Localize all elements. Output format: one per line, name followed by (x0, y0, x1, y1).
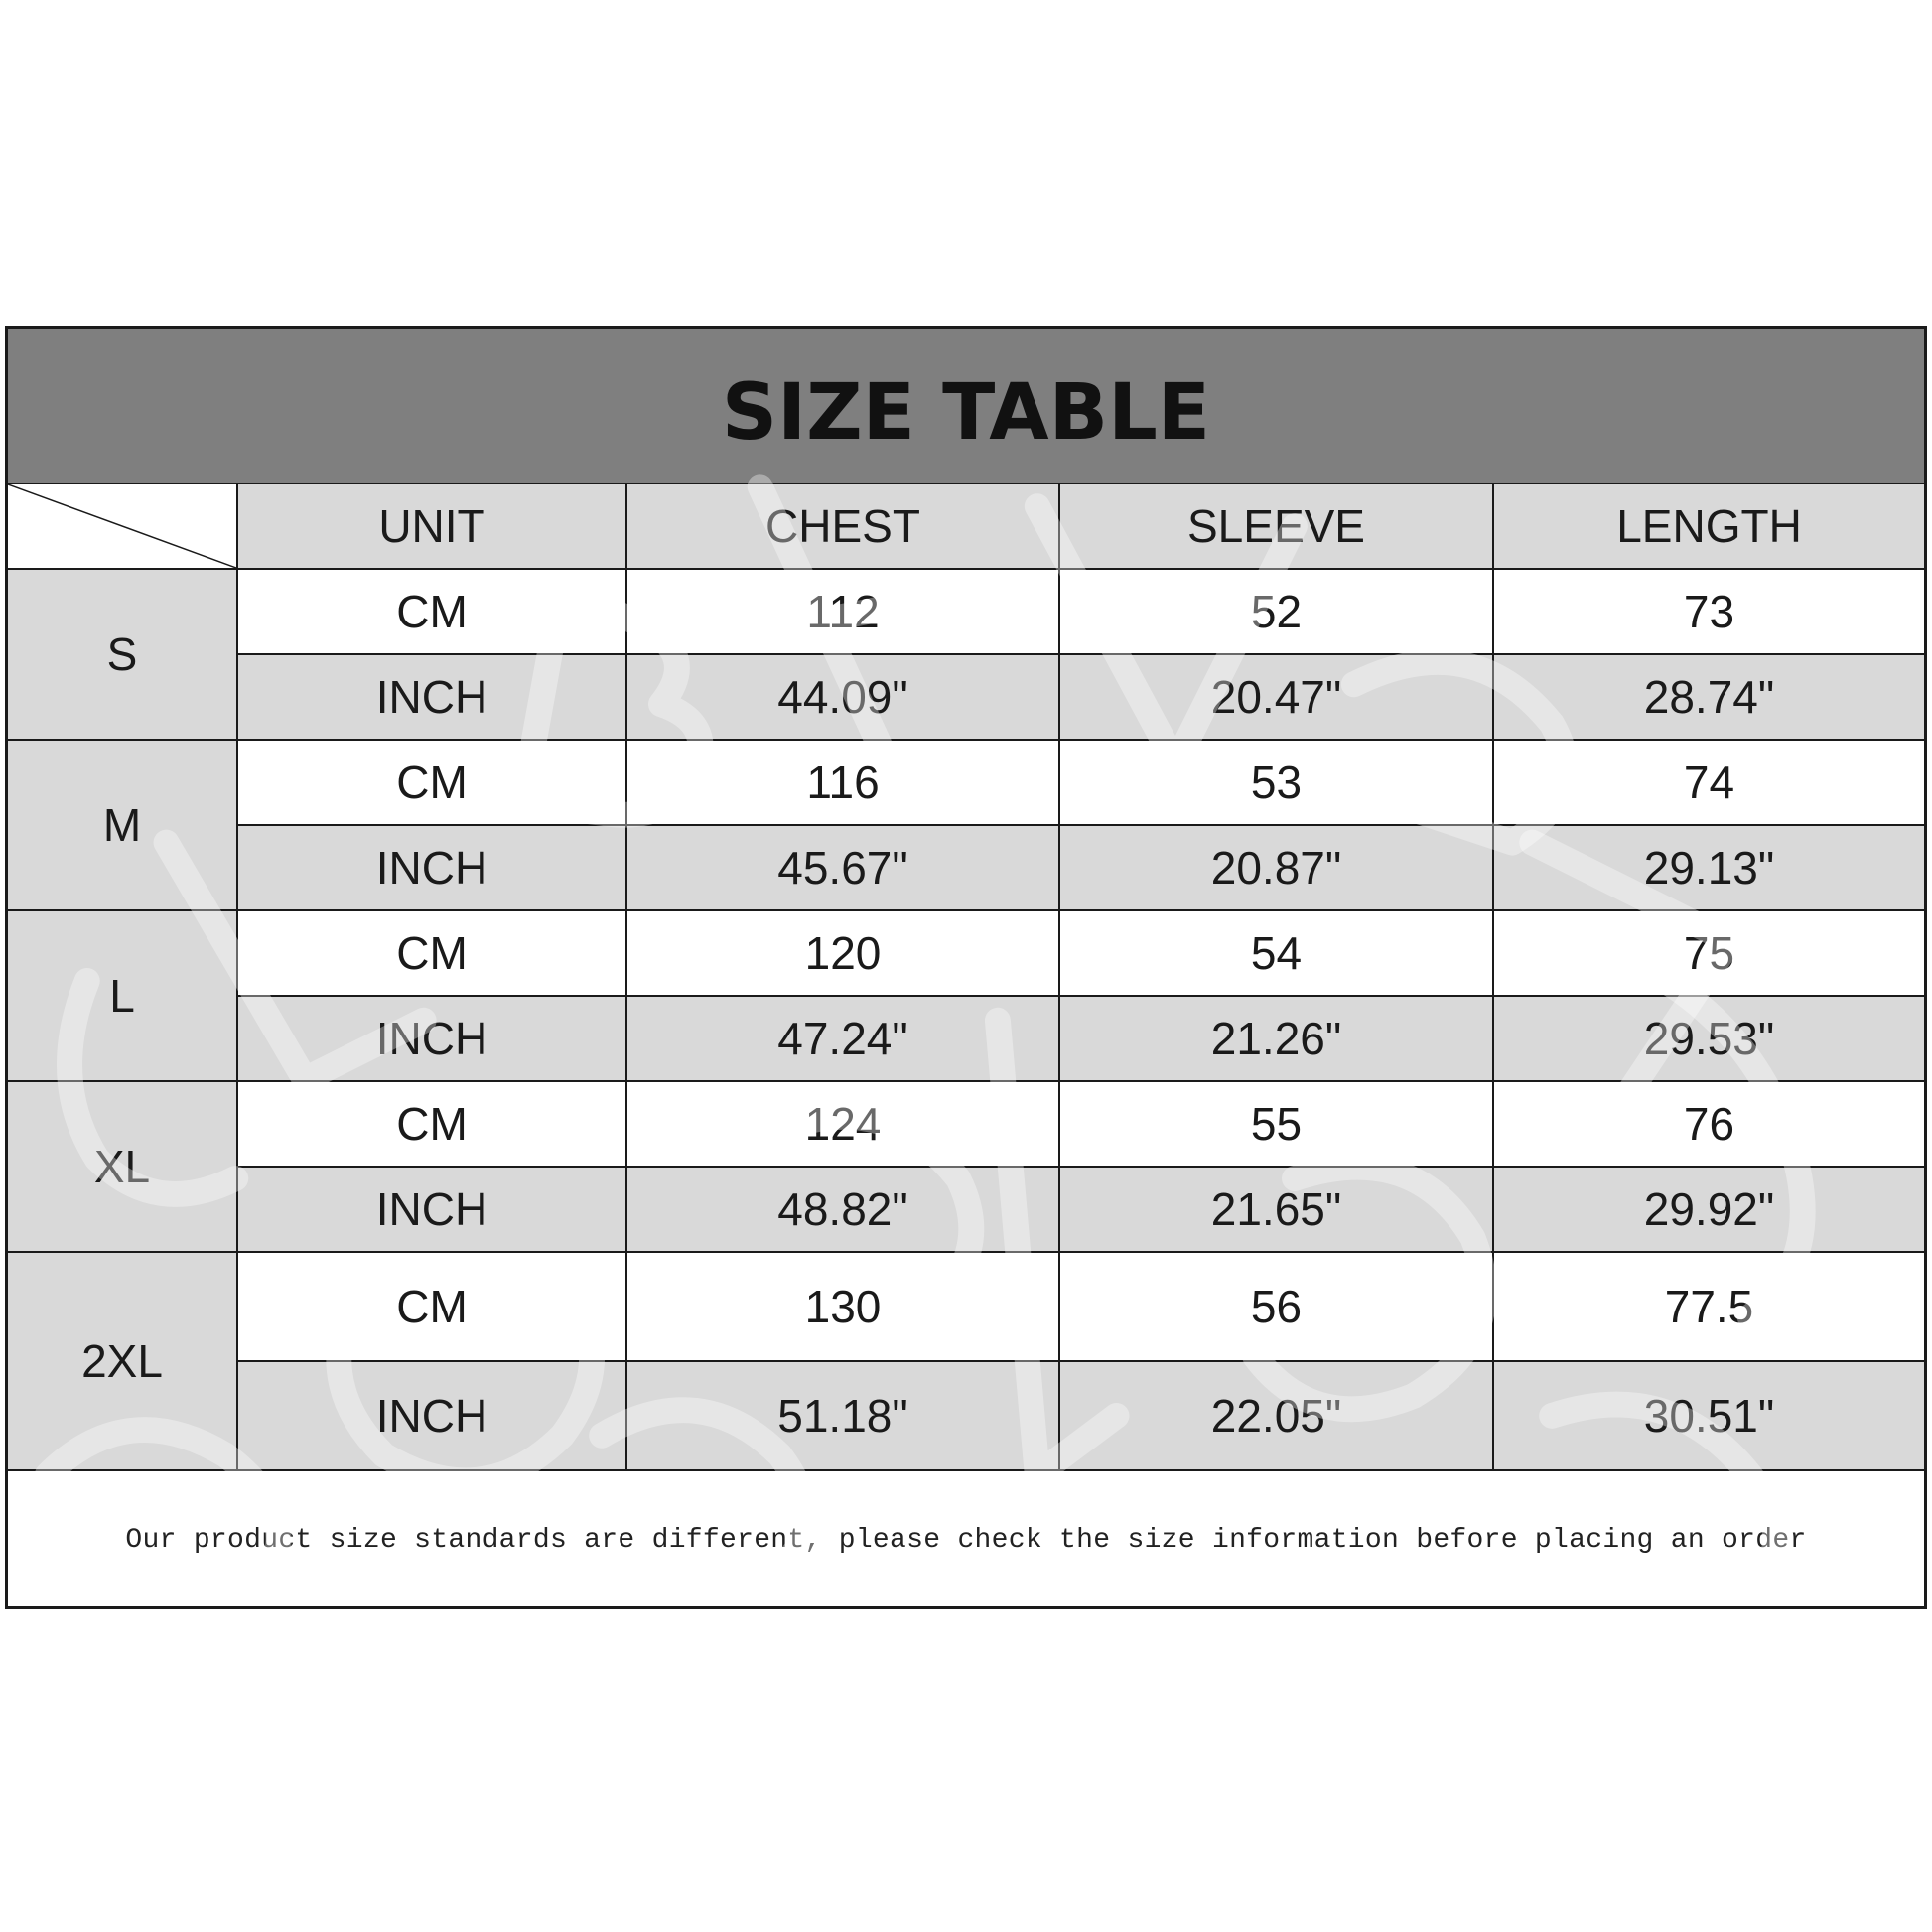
diagonal-divider (8, 484, 236, 568)
size-chart (5, 326, 1927, 1609)
corner-cell (8, 484, 237, 569)
size-label: XL (8, 1081, 237, 1252)
length-cell: 29.92" (1493, 1167, 1924, 1252)
header-length: LENGTH (1493, 484, 1924, 569)
unit-cell: INCH (237, 1361, 626, 1470)
chest-cell: 47.24" (626, 996, 1059, 1081)
length-cell: 74 (1493, 740, 1924, 825)
unit-cell: INCH (237, 654, 626, 740)
chest-cell: 112 (626, 569, 1059, 654)
table-row (8, 1252, 1924, 1361)
table-row (8, 825, 1924, 910)
chest-cell: 48.82" (626, 1167, 1059, 1252)
chest-cell: 51.18" (626, 1361, 1059, 1470)
chest-cell: 45.67" (626, 825, 1059, 910)
table-row (8, 996, 1924, 1081)
sleeve-cell: 21.26" (1059, 996, 1493, 1081)
table-row (8, 910, 1924, 996)
length-cell: 29.53" (1493, 996, 1924, 1081)
header-row (8, 484, 1924, 569)
chest-cell: 120 (626, 910, 1059, 996)
table-row (8, 1361, 1924, 1470)
length-cell: 77.5 (1493, 1252, 1924, 1361)
sleeve-cell: 20.87" (1059, 825, 1493, 910)
size-label: S (8, 569, 237, 740)
unit-cell: INCH (237, 996, 626, 1081)
sleeve-cell: 21.65" (1059, 1167, 1493, 1252)
header-chest: CHEST (626, 484, 1059, 569)
length-cell: 75 (1493, 910, 1924, 996)
size-label: M (8, 740, 237, 910)
table-row (8, 569, 1924, 654)
unit-cell: CM (237, 1081, 626, 1167)
length-cell: 76 (1493, 1081, 1924, 1167)
header-sleeve: SLEEVE (1059, 484, 1493, 569)
sleeve-cell: 56 (1059, 1252, 1493, 1361)
header-unit: UNIT (237, 484, 626, 569)
unit-cell: CM (237, 569, 626, 654)
chest-cell: 44.09" (626, 654, 1059, 740)
length-cell: 29.13" (1493, 825, 1924, 910)
length-cell: 28.74" (1493, 654, 1924, 740)
chest-cell: 116 (626, 740, 1059, 825)
chest-cell: 130 (626, 1252, 1059, 1361)
unit-cell: CM (237, 740, 626, 825)
table-row (8, 740, 1924, 825)
page-title: SIZE TABLE (721, 367, 1211, 458)
length-cell: 73 (1493, 569, 1924, 654)
table-row (8, 654, 1924, 740)
unit-cell: CM (237, 910, 626, 996)
length-cell: 30.51" (1493, 1361, 1924, 1470)
unit-cell: CM (237, 1252, 626, 1361)
sleeve-cell: 54 (1059, 910, 1493, 996)
note-row (8, 1474, 1924, 1606)
size-label: 2XL (8, 1252, 237, 1470)
unit-cell: INCH (237, 1167, 626, 1252)
size-label: L (8, 910, 237, 1081)
sleeve-cell: 20.47" (1059, 654, 1493, 740)
sleeve-cell: 55 (1059, 1081, 1493, 1167)
title-bar (8, 329, 1924, 484)
chest-cell: 124 (626, 1081, 1059, 1167)
size-note: Our product size standards are different, please check the size information before placing an order (125, 1525, 1807, 1556)
table-row (8, 1081, 1924, 1167)
sleeve-cell: 22.05" (1059, 1361, 1493, 1470)
table-row (8, 1167, 1924, 1252)
size-table (8, 484, 1924, 1471)
unit-cell: INCH (237, 825, 626, 910)
sleeve-cell: 52 (1059, 569, 1493, 654)
sleeve-cell: 53 (1059, 740, 1493, 825)
